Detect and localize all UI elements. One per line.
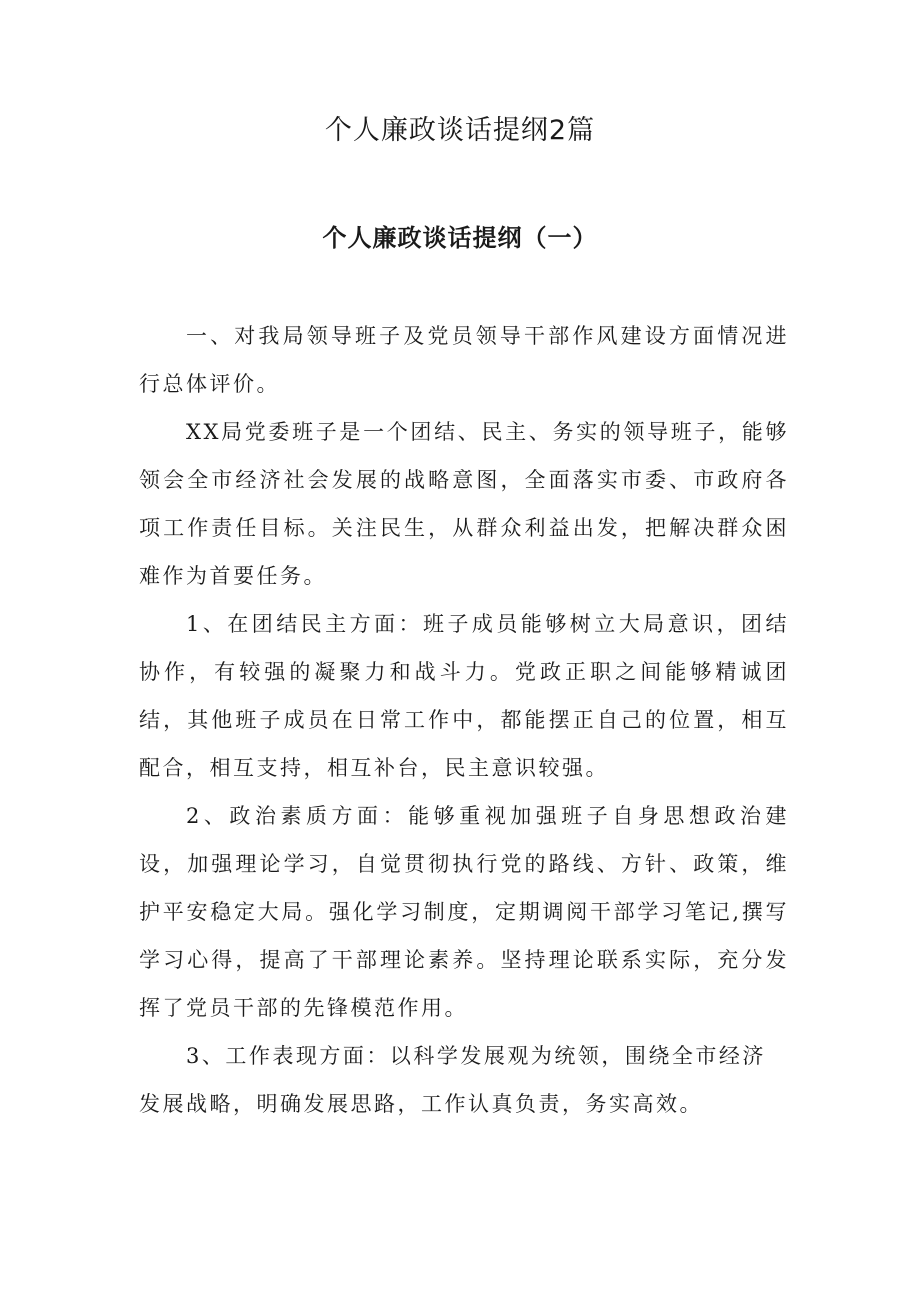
document-title: 个人廉政谈话提纲2篇 xyxy=(324,115,596,146)
document-body xyxy=(139,312,789,1128)
paragraph-party-committee: XX局党委班子是一个团结、民主、务实的领导班子，能够领会全市经济社会发展的战略意图，全面落实市委、市政府各项工作责任目标。关注民生，从群众利益出发，把解决群众困难作为首要任务。 xyxy=(139,420,789,588)
section-title: 个人廉政谈话提纲（一） xyxy=(322,224,598,252)
paragraph-unity-democracy: 1、在团结民主方面：班子成员能够树立大局意识，团结协作，有较强的凝聚力和战斗力。党政正职之间能够精诚团结，其他班子成员在日常工作中，都能摆正自己的位置，相互配合，相互支持，相互补台，民主意识较强。 xyxy=(139,612,789,780)
paragraph-political-quality: 2、政治素质方面：能够重视加强班子自身思想政治建设，加强理论学习，自觉贯彻执行党的路线、方针、政策，维护平安稳定大局。强化学习制度，定期调阅干部学习笔记,撰写学习心得，提高了干部理论素养。坚持理论联系实际，充分发挥了党员干部的先锋模范作用。 xyxy=(139,804,789,1020)
paragraph-work-performance: 3、工作表现方面：以科学发展观为统领，围绕全市经济发展战略，明确发展思路，工作认真负责，务实高效。 xyxy=(139,1044,766,1116)
paragraph-overall-evaluation: 一、对我局领导班子及党员领导干部作风建设方面情况进行总体评价。 xyxy=(139,324,789,396)
